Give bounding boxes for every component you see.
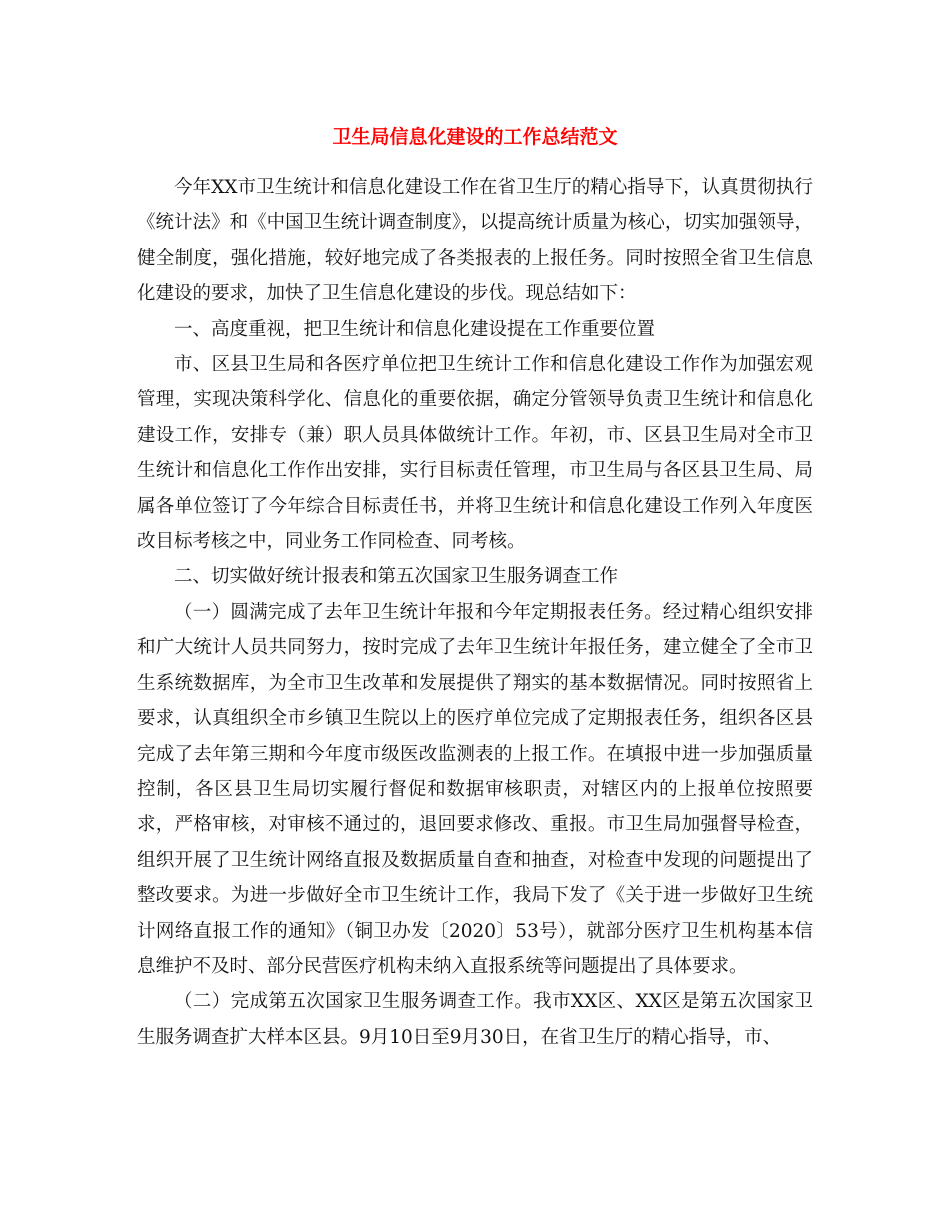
section-heading-2: 二、切实做好统计报表和第五次国家卫生服务调查工作 bbox=[174, 566, 619, 588]
document-title: 卫生局信息化建设的工作总结范文 bbox=[332, 126, 618, 148]
document-body bbox=[137, 158, 813, 1055]
paragraph-section-1: 市、区县卫生局和各医疗单位把卫生统计工作和信息化建设工作作为加强宏观管理，实现决策科学化、信息化的重要依据，确定分管领导负责卫生统计和信息化建设工作，安排专（兼）职人员具体做统计工作。年初，市、区县卫生局对全市卫生统计和信息化工作作出安排，实行目标责任管理，市卫生局与各区县卫生局、局属各单位签订了今年综合目标责任书，并将卫生统计和信息化建设工作列入年度医改目标考核之中，同业务工作同检查、同考核。 bbox=[137, 354, 813, 553]
paragraph-intro: 今年XX市卫生统计和信息化建设工作在省卫生厅的精心指导下，认真贯彻执行《统计法》和《中国卫生统计调查制度》，以提高统计质量为核心，切实加强领导，健全制度，强化措施，较好地完成了各类报表的上报任务。同时按照全省卫生信息化建设的要求，加快了卫生信息化建设的步伐。现总结如下： bbox=[137, 177, 813, 305]
section-heading-1: 一、高度重视，把卫生统计和信息化建设提在工作重要位置 bbox=[174, 318, 656, 340]
paragraph-subsection-2: （二）完成第五次国家卫生服务调查工作。我市XX区、XX区是第五次国家卫生服务调查扩大样本区县。9月10日至9月30日，在省卫生厅的精心指导，市、 bbox=[137, 991, 813, 1048]
paragraph-subsection-1: （一）圆满完成了去年卫生统计年报和今年定期报表任务。经过精心组织安排和广大统计人员共同努力，按时完成了去年卫生统计年报任务，建立健全了全市卫生系统数据库，为全市卫生改革和发展提供了翔实的基本数据情况。同时按照省上要求，认真组织全市乡镇卫生院以上的医疗单位完成了定期报表任务，组织各区县完成了去年第三期和今年度市级医改监测表的上报工作。在填报中进一步加强质量控制，各区县卫生局切实履行督促和数据审核职责，对辖区内的上报单位按照要求，严格审核，对审核不通过的，退回要求修改、重报。市卫生局加强督导检查，组织开展了卫生统计网络直报及数据质量自查和抽查，对检查中发现的问题提出了整改要求。为进一步做好全市卫生统计工作，我局下发了《关于进一步做好卫生统计网络直报工作的通知》（铜卫办发〔2020〕53号），就部分医疗卫生机构基本信息维护不及时、部分民营医疗机构未纳入直报系统等问题提出了具体要求。 bbox=[137, 601, 813, 977]
